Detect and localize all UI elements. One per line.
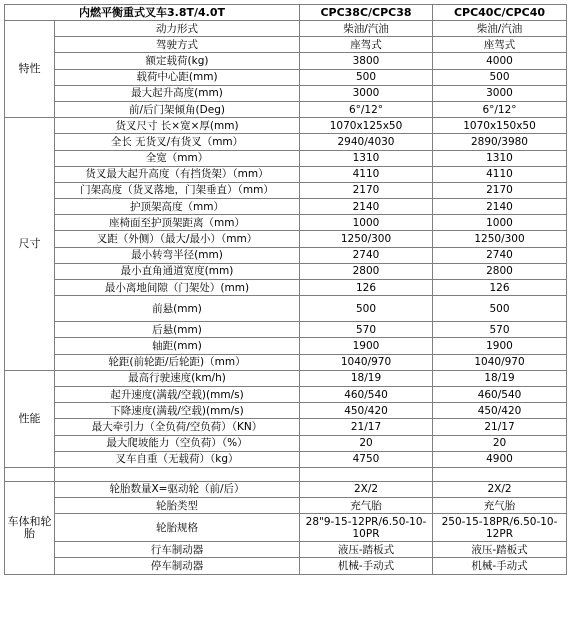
spec-label: 货叉尺寸 长×宽×厚(mm) — [55, 118, 300, 134]
table-row — [5, 21, 567, 37]
model-a-value: 28"9-15-12PR/6.50-10-10PR — [300, 514, 433, 542]
model-b-value: 6°/12° — [433, 101, 567, 117]
table-row — [5, 481, 567, 497]
model-b-value: 1070x150x50 — [433, 118, 567, 134]
model-a-value: 充气胎 — [300, 498, 433, 514]
table-row — [5, 558, 567, 574]
spec-label: 最大起升高度(mm) — [55, 85, 300, 101]
spec-label: 起升速度(满载/空载)(mm/s) — [55, 386, 300, 402]
model-a-header: CPC38C/CPC38 — [300, 5, 433, 21]
model-b-value: 液压-踏板式 — [433, 542, 567, 558]
model-a-value: 1040/970 — [300, 354, 433, 370]
table-row — [5, 101, 567, 117]
spec-label: 叉车自重（无载荷）（kg） — [55, 451, 300, 467]
table-row — [5, 118, 567, 134]
table-row — [5, 386, 567, 402]
model-a-value: 液压-踏板式 — [300, 542, 433, 558]
model-b-value: 3000 — [433, 85, 567, 101]
model-b-value: 500 — [433, 296, 567, 322]
model-b-value: 4900 — [433, 451, 567, 467]
table-row — [5, 403, 567, 419]
model-a-value: 1310 — [300, 150, 433, 166]
table-row — [5, 498, 567, 514]
table-row — [5, 435, 567, 451]
model-b-header: CPC40C/CPC40 — [433, 5, 567, 21]
spec-label: 最小直角通道宽度(mm) — [55, 263, 300, 279]
model-a-value: 3800 — [300, 53, 433, 69]
model-a-value: 500 — [300, 296, 433, 322]
table-row — [5, 231, 567, 247]
category-characteristics: 特性 — [5, 21, 55, 118]
table-row — [5, 296, 567, 322]
spec-label: 货叉最大起升高度（有挡货架）（mm） — [55, 166, 300, 182]
spec-label: 前悬(mm) — [55, 296, 300, 322]
model-a-value: 2X/2 — [300, 481, 433, 497]
model-a-value: 1250/300 — [300, 231, 433, 247]
model-b-value: 4110 — [433, 166, 567, 182]
spec-label: 全长 无货叉/有货叉（mm） — [55, 134, 300, 150]
model-a-value: 570 — [300, 322, 433, 338]
spec-label: 轴距(mm) — [55, 338, 300, 354]
table-row — [5, 542, 567, 558]
model-b-value: 2X/2 — [433, 481, 567, 497]
header-row — [5, 5, 567, 21]
spec-label: 最小转弯半径(mm) — [55, 247, 300, 263]
model-a-value: 21/17 — [300, 419, 433, 435]
table-row — [5, 215, 567, 231]
table-row — [5, 280, 567, 296]
model-b-value: 20 — [433, 435, 567, 451]
model-b-value: 18/19 — [433, 370, 567, 386]
model-a-value: 18/19 — [300, 370, 433, 386]
spec-label: 最小离地间隙（门架处）(mm) — [55, 280, 300, 296]
category-dimensions: 尺寸 — [5, 118, 55, 371]
spec-table-body — [5, 5, 567, 575]
model-a-value: 20 — [300, 435, 433, 451]
table-row — [5, 370, 567, 386]
model-b-value: 2170 — [433, 182, 567, 198]
table-title: 内燃平衡重式叉车3.8T/4.0T — [5, 5, 300, 21]
model-b-value: 500 — [433, 69, 567, 85]
model-b-value: 1900 — [433, 338, 567, 354]
table-row — [5, 199, 567, 215]
model-a-value: 500 — [300, 69, 433, 85]
spec-label: 座椅面至护顶架距离（mm） — [55, 215, 300, 231]
spec-label: 最大牵引力（全负荷/空负荷）（KN） — [55, 419, 300, 435]
spacer-cell — [5, 467, 55, 481]
model-b-value: 1250/300 — [433, 231, 567, 247]
spec-label: 轮胎规格 — [55, 514, 300, 542]
spec-label: 下降速度(满载/空载)(mm/s) — [55, 403, 300, 419]
spec-label: 载荷中心距(mm) — [55, 69, 300, 85]
spec-label: 额定载荷(kg) — [55, 53, 300, 69]
spec-label: 动力形式 — [55, 21, 300, 37]
spacer-cell — [433, 467, 567, 481]
model-a-value: 2940/4030 — [300, 134, 433, 150]
model-b-value: 1310 — [433, 150, 567, 166]
model-a-value: 机械-手动式 — [300, 558, 433, 574]
table-row — [5, 322, 567, 338]
model-b-value: 充气胎 — [433, 498, 567, 514]
spec-label: 停车制动器 — [55, 558, 300, 574]
table-row — [5, 182, 567, 198]
table-row — [5, 451, 567, 467]
category-performance: 性能 — [5, 370, 55, 467]
spec-table — [4, 4, 567, 575]
model-b-value: 126 — [433, 280, 567, 296]
spec-label: 后悬(mm) — [55, 322, 300, 338]
table-row — [5, 53, 567, 69]
spacer-cell — [300, 467, 433, 481]
spec-label: 护顶架高度（mm） — [55, 199, 300, 215]
model-b-value: 450/420 — [433, 403, 567, 419]
model-b-value: 21/17 — [433, 419, 567, 435]
spacer-cell — [55, 467, 300, 481]
model-b-value: 250-15-18PR/6.50-10-12PR — [433, 514, 567, 542]
spec-label: 驾驶方式 — [55, 37, 300, 53]
spec-label: 最高行驶速度(km/h) — [55, 370, 300, 386]
model-a-value: 126 — [300, 280, 433, 296]
model-b-value: 2740 — [433, 247, 567, 263]
table-row — [5, 514, 567, 542]
table-row — [5, 150, 567, 166]
spec-label: 轮胎数量X=驱动轮（前/后） — [55, 481, 300, 497]
model-b-value: 570 — [433, 322, 567, 338]
table-row — [5, 247, 567, 263]
model-a-value: 2800 — [300, 263, 433, 279]
model-b-value: 460/540 — [433, 386, 567, 402]
model-a-value: 6°/12° — [300, 101, 433, 117]
spec-label: 行车制动器 — [55, 542, 300, 558]
model-a-value: 1070x125x50 — [300, 118, 433, 134]
spec-label: 叉距（外侧）（最大/最小）（mm） — [55, 231, 300, 247]
spec-label: 最大爬坡能力（空负荷）（%） — [55, 435, 300, 451]
table-row — [5, 85, 567, 101]
model-b-value: 座驾式 — [433, 37, 567, 53]
model-b-value: 2890/3980 — [433, 134, 567, 150]
spec-label: 轮距(前轮距/后轮距)（mm） — [55, 354, 300, 370]
table-row — [5, 338, 567, 354]
model-a-value: 4750 — [300, 451, 433, 467]
model-b-value: 1000 — [433, 215, 567, 231]
model-b-value: 柴油/汽油 — [433, 21, 567, 37]
model-b-value: 4000 — [433, 53, 567, 69]
model-a-value: 2170 — [300, 182, 433, 198]
model-a-value: 3000 — [300, 85, 433, 101]
category-chassis-tires: 车体和轮胎 — [5, 481, 55, 574]
table-row — [5, 263, 567, 279]
model-b-value: 2800 — [433, 263, 567, 279]
model-a-value: 1900 — [300, 338, 433, 354]
table-row — [5, 354, 567, 370]
model-a-value: 2740 — [300, 247, 433, 263]
model-a-value: 座驾式 — [300, 37, 433, 53]
spacer-row — [5, 467, 567, 481]
table-row — [5, 134, 567, 150]
model-b-value: 2140 — [433, 199, 567, 215]
model-a-value: 2140 — [300, 199, 433, 215]
spec-label: 轮胎类型 — [55, 498, 300, 514]
spec-label: 前/后门架倾角(Deg) — [55, 101, 300, 117]
spec-label: 门架高度（货叉落地，门架垂直）（mm） — [55, 182, 300, 198]
model-a-value: 柴油/汽油 — [300, 21, 433, 37]
model-a-value: 460/540 — [300, 386, 433, 402]
table-row — [5, 166, 567, 182]
table-row — [5, 37, 567, 53]
table-row — [5, 419, 567, 435]
table-row — [5, 69, 567, 85]
model-a-value: 4110 — [300, 166, 433, 182]
model-a-value: 450/420 — [300, 403, 433, 419]
model-a-value: 1000 — [300, 215, 433, 231]
model-b-value: 1040/970 — [433, 354, 567, 370]
model-b-value: 机械-手动式 — [433, 558, 567, 574]
spec-label: 全宽（mm） — [55, 150, 300, 166]
